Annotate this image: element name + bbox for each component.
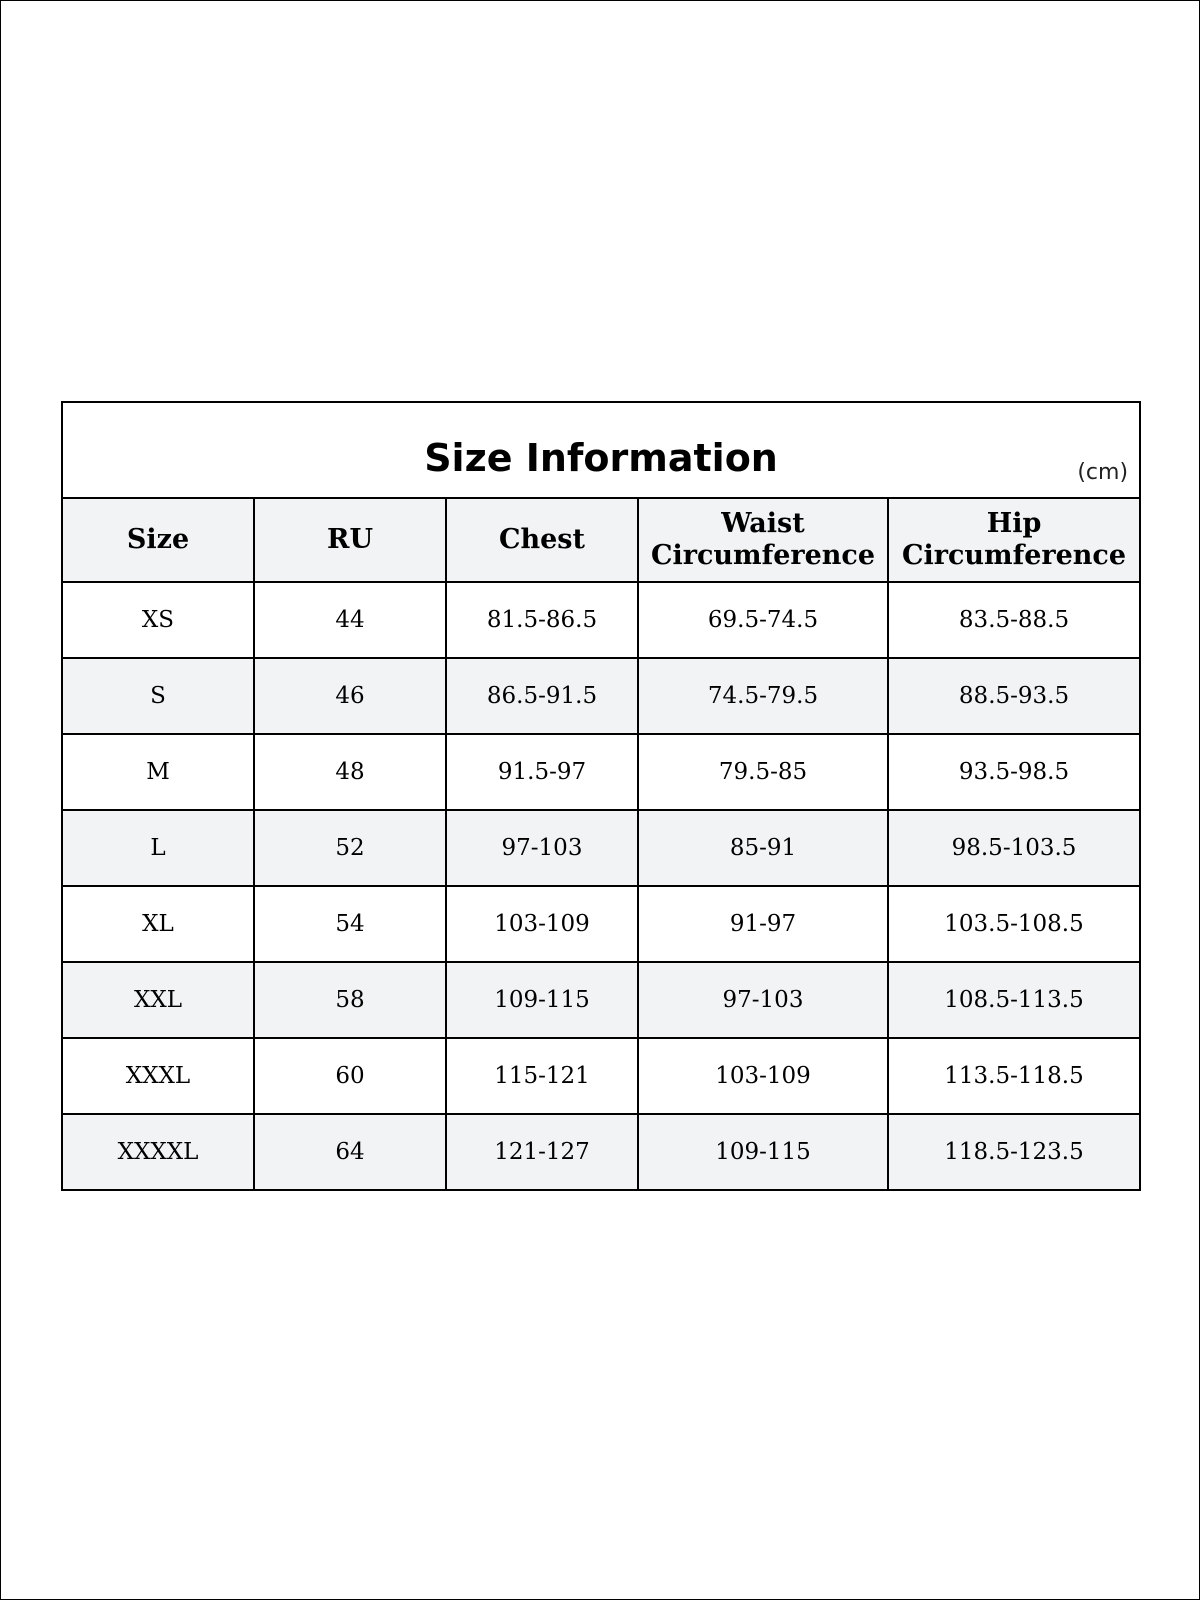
cell-ru: 54 <box>254 886 446 962</box>
table-title: Size Information <box>424 436 778 480</box>
cell-waist: 74.5-79.5 <box>638 658 888 734</box>
cell-waist: 109-115 <box>638 1114 888 1190</box>
cell-waist: 69.5-74.5 <box>638 582 888 658</box>
cell-size: XXXXL <box>62 1114 254 1190</box>
cell-hip: 113.5-118.5 <box>888 1038 1140 1114</box>
cell-ru: 64 <box>254 1114 446 1190</box>
header-ru: RU <box>254 498 446 582</box>
header-hip: Hip Circumference <box>888 498 1140 582</box>
cell-hip: 93.5-98.5 <box>888 734 1140 810</box>
table-row <box>62 962 1140 1038</box>
cell-chest: 97-103 <box>446 810 638 886</box>
cell-size: XXXL <box>62 1038 254 1114</box>
table-row <box>62 1038 1140 1114</box>
size-table <box>61 401 1141 1191</box>
cell-ru: 52 <box>254 810 446 886</box>
cell-size: S <box>62 658 254 734</box>
cell-hip: 108.5-113.5 <box>888 962 1140 1038</box>
header-row <box>62 498 1140 582</box>
cell-size: XL <box>62 886 254 962</box>
cell-size: XS <box>62 582 254 658</box>
cell-hip: 88.5-93.5 <box>888 658 1140 734</box>
table-row <box>62 734 1140 810</box>
cell-hip: 98.5-103.5 <box>888 810 1140 886</box>
cell-chest: 109-115 <box>446 962 638 1038</box>
table-row <box>62 582 1140 658</box>
cell-waist: 103-109 <box>638 1038 888 1114</box>
table-body <box>62 582 1140 1190</box>
cell-waist: 91-97 <box>638 886 888 962</box>
header-waist: Waist Circumference <box>638 498 888 582</box>
cell-ru: 44 <box>254 582 446 658</box>
cell-ru: 58 <box>254 962 446 1038</box>
cell-ru: 60 <box>254 1038 446 1114</box>
cell-size: L <box>62 810 254 886</box>
header-chest: Chest <box>446 498 638 582</box>
title-cell <box>62 402 1140 498</box>
table-row <box>62 658 1140 734</box>
title-row <box>62 402 1140 498</box>
cell-size: XXL <box>62 962 254 1038</box>
cell-chest: 81.5-86.5 <box>446 582 638 658</box>
cell-waist: 85-91 <box>638 810 888 886</box>
cell-ru: 46 <box>254 658 446 734</box>
table-row <box>62 1114 1140 1190</box>
cell-chest: 121-127 <box>446 1114 638 1190</box>
cell-waist: 97-103 <box>638 962 888 1038</box>
cell-chest: 91.5-97 <box>446 734 638 810</box>
cell-hip: 103.5-108.5 <box>888 886 1140 962</box>
cell-chest: 86.5-91.5 <box>446 658 638 734</box>
cell-ru: 48 <box>254 734 446 810</box>
table-row <box>62 886 1140 962</box>
cell-size: M <box>62 734 254 810</box>
cell-chest: 115-121 <box>446 1038 638 1114</box>
cell-waist: 79.5-85 <box>638 734 888 810</box>
cell-hip: 83.5-88.5 <box>888 582 1140 658</box>
cell-chest: 103-109 <box>446 886 638 962</box>
header-size: Size <box>62 498 254 582</box>
unit-label: (cm) <box>1077 460 1129 485</box>
cell-hip: 118.5-123.5 <box>888 1114 1140 1190</box>
table-row <box>62 810 1140 886</box>
